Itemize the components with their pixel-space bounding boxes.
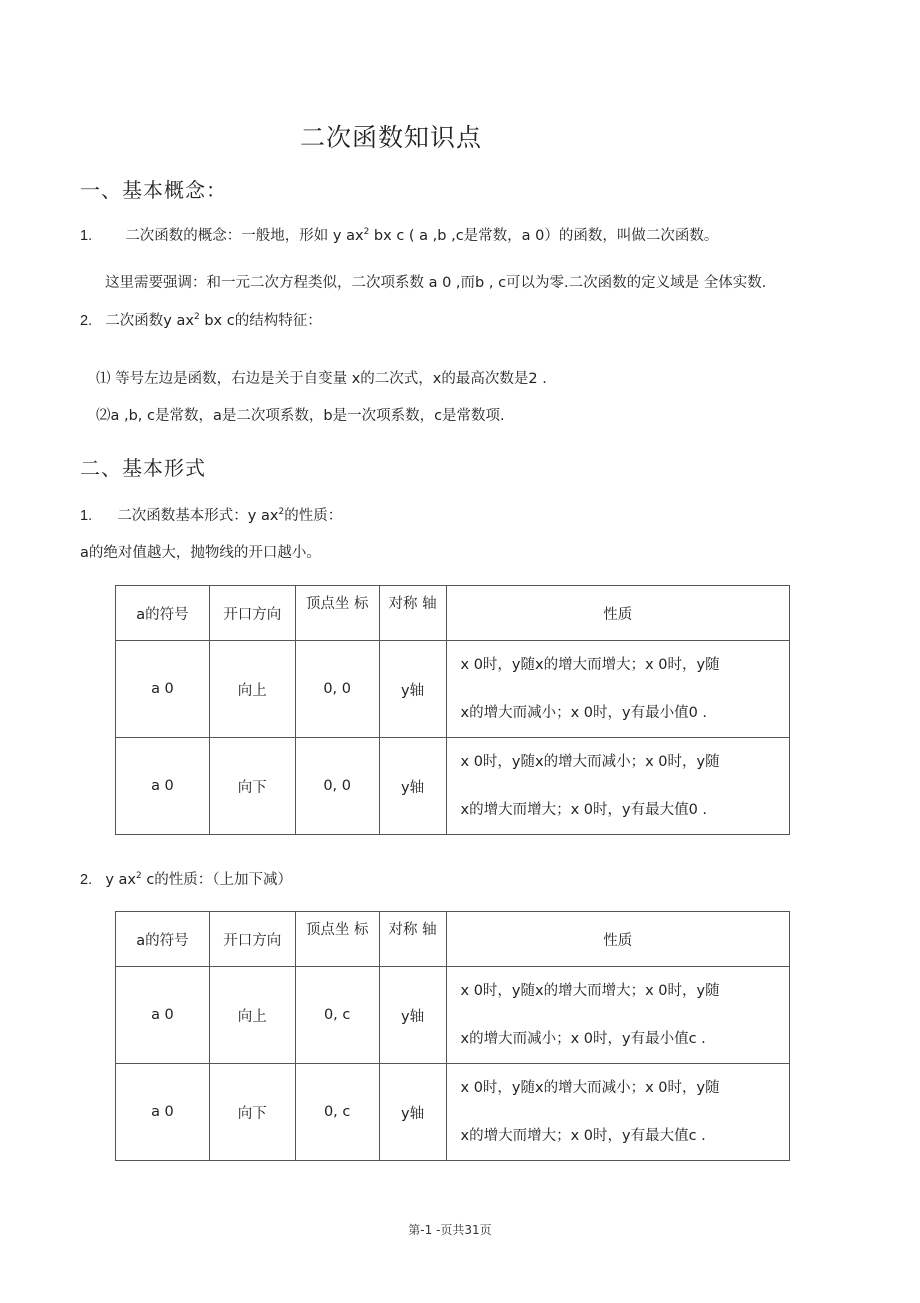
section-heading-basic-forms: 二、基本形式: [80, 456, 206, 480]
property-line-1: x 0时，y随x的增大而减小；x 0时，y随: [460, 1080, 720, 1096]
property-line-1: x 0时，y随x的增大而增大；x 0时，y随: [460, 657, 720, 673]
paragraph-form-2: [80, 868, 292, 889]
header-axis: 对称 轴: [379, 912, 446, 967]
paragraph-structure: [80, 309, 322, 330]
cell-vertex: 0, c: [295, 967, 379, 1064]
page-footer: 第-1 -页共31页: [408, 1223, 492, 1237]
header-axis: 对称 轴: [379, 586, 446, 641]
property-line-2: x的增大而减小；x 0时，y有最小值c .: [460, 1031, 706, 1047]
superscript-2: 2: [278, 507, 285, 517]
properties-table-y-ax2: [115, 585, 790, 835]
cell-direction: 向上: [209, 967, 295, 1064]
property-line-1: x 0时，y随x的增大而增大；x 0时，y随: [460, 983, 720, 999]
cell-direction: 向上: [209, 641, 295, 738]
header-properties: 性质: [446, 586, 789, 641]
cell-direction: 向下: [209, 1064, 295, 1161]
cell-sign: a 0: [116, 641, 210, 738]
property-line-2: x的增大而增大；x 0时，y有最大值0 .: [460, 802, 708, 818]
cell-vertex: 0, 0: [295, 641, 379, 738]
cell-vertex: 0, c: [295, 1064, 379, 1161]
item-number: 1.: [80, 508, 93, 524]
cell-axis: y轴: [379, 1064, 446, 1161]
item-number: 2.: [80, 313, 93, 329]
form-2-text-after: c的性质：（上加下减）: [141, 872, 293, 888]
section-heading-basic-concepts: 一、基本概念：: [80, 178, 227, 202]
table-row: [116, 738, 790, 835]
property-line-1: x 0时，y随x的增大而减小；x 0时，y随: [460, 754, 720, 770]
paragraph-abs-a: a的绝对值越大，抛物线的开口越小。: [80, 545, 321, 561]
paragraph-definition: [80, 224, 718, 245]
property-line-2: x的增大而增大；x 0时，y有最大值c .: [460, 1128, 706, 1144]
cell-properties: [446, 738, 789, 835]
table-row: [116, 967, 790, 1064]
header-sign: a的符号: [116, 912, 210, 967]
basic-form-text-after: 的性质：: [284, 508, 343, 524]
document-title: 二次函数知识点: [300, 123, 483, 152]
table-row: [116, 641, 790, 738]
item-number: 1.: [80, 228, 93, 244]
property-line-2: x的增大而减小；x 0时，y有最小值0 .: [460, 705, 708, 721]
header-vertex: 顶点坐 标: [295, 912, 379, 967]
cell-sign: a 0: [116, 738, 210, 835]
superscript-2: 2: [135, 871, 142, 881]
form-2-text-before: y ax: [105, 872, 136, 888]
structure-text-after: bx c的结构特征：: [199, 313, 322, 329]
properties-table-y-ax2-c: [115, 911, 790, 1161]
header-direction: 开口方向: [209, 586, 295, 641]
superscript-2: 2: [193, 312, 200, 322]
structure-text-before: 二次函数y ax: [105, 313, 194, 329]
definition-text-after: bx c ( a ,b ,c是常数，a 0）的函数，叫做二次函数。: [369, 228, 719, 244]
paragraph-basic-form: [80, 504, 342, 525]
cell-properties: [446, 641, 789, 738]
cell-properties: [446, 967, 789, 1064]
header-direction: 开口方向: [209, 912, 295, 967]
structure-point-1: ⑴ 等号左边是函数，右边是关于自变量 x的二次式，x的最高次数是2 .: [96, 371, 547, 387]
table-header-row: [116, 586, 790, 641]
cell-axis: y轴: [379, 967, 446, 1064]
superscript-2: 2: [363, 227, 370, 237]
cell-properties: [446, 1064, 789, 1161]
header-vertex: 顶点坐 标: [295, 586, 379, 641]
table-row: [116, 1064, 790, 1161]
structure-point-2: ⑵a ,b, c是常数，a是二次项系数，b是一次项系数，c是常数项.: [96, 408, 505, 424]
basic-form-text-before: 二次函数基本形式：y ax: [117, 508, 279, 524]
cell-vertex: 0, 0: [295, 738, 379, 835]
cell-axis: y轴: [379, 738, 446, 835]
item-number: 2.: [80, 872, 93, 888]
definition-text-before: 二次函数的概念：一般地，形如 y ax: [125, 228, 364, 244]
cell-sign: a 0: [116, 1064, 210, 1161]
cell-axis: y轴: [379, 641, 446, 738]
table-header-row: [116, 912, 790, 967]
cell-sign: a 0: [116, 967, 210, 1064]
cell-direction: 向下: [209, 738, 295, 835]
paragraph-emphasis: 这里需要强调：和一元二次方程类似，二次项系数 a 0 ,而b , c可以为零.二次函数的定义域是 全体实数.: [105, 275, 767, 291]
header-sign: a的符号: [116, 586, 210, 641]
header-properties: 性质: [446, 912, 789, 967]
